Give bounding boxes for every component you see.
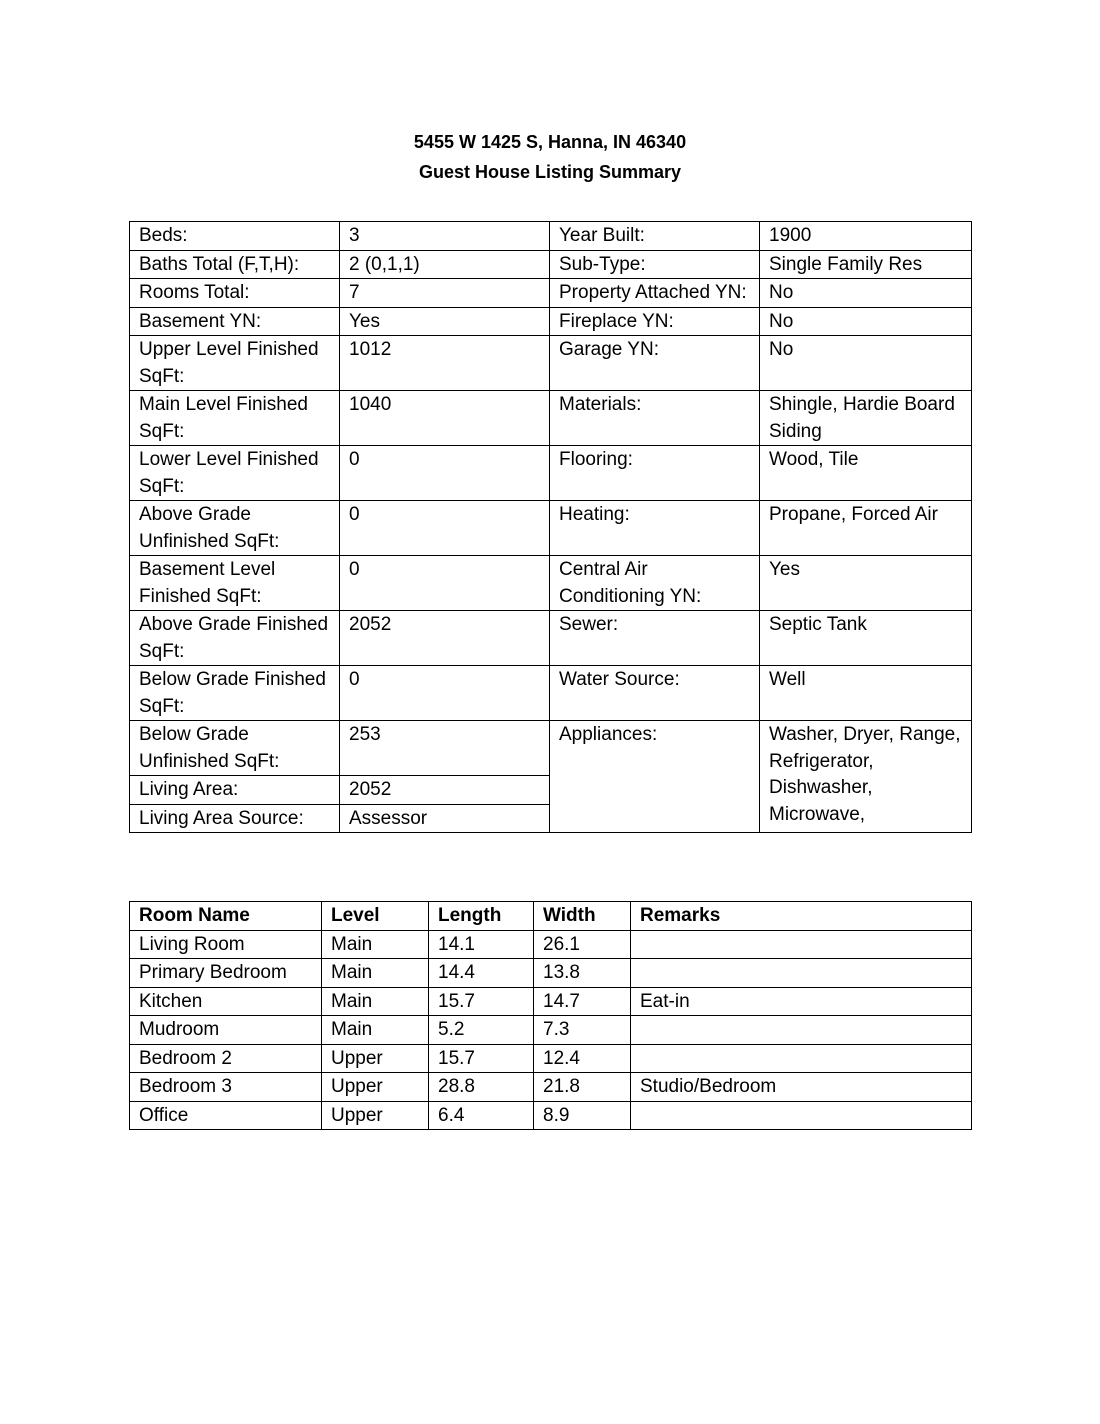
field-value: 2052 [340, 776, 550, 805]
field-value: 253 [340, 721, 550, 776]
table-cell: 7.3 [534, 1016, 631, 1045]
field-value: Washer, Dryer, Range, Refrigerator, Dishwasher, Microwave, [760, 721, 972, 833]
field-value: Single Family Res [760, 250, 972, 279]
table-cell: Main [322, 959, 429, 988]
field-label: Basement YN: [130, 307, 340, 336]
field-value: Septic Tank [760, 611, 972, 666]
table-cell: 21.8 [534, 1073, 631, 1102]
table-cell: 12.4 [534, 1044, 631, 1073]
table-cell [631, 1016, 972, 1045]
field-value: 0 [340, 556, 550, 611]
rooms-table [129, 901, 972, 1130]
field-label: Beds: [130, 222, 340, 251]
table-cell: Main [322, 1016, 429, 1045]
field-label: Year Built: [550, 222, 760, 251]
details-row [130, 611, 972, 666]
rooms-header-row [130, 902, 972, 931]
field-value: Assessor [340, 804, 550, 833]
table-cell: Main [322, 987, 429, 1016]
field-label: Garage YN: [550, 336, 760, 391]
field-label: Living Area Source: [130, 804, 340, 833]
field-value: 0 [340, 501, 550, 556]
field-value: No [760, 307, 972, 336]
field-value: 0 [340, 666, 550, 721]
field-label: Property Attached YN: [550, 279, 760, 308]
column-header: Remarks [631, 902, 972, 931]
field-label: Living Area: [130, 776, 340, 805]
field-label: Sub-Type: [550, 250, 760, 279]
table-row [130, 959, 972, 988]
table-row [130, 987, 972, 1016]
table-row [130, 1073, 972, 1102]
field-label: Above Grade Finished SqFt: [130, 611, 340, 666]
field-label: Main Level Finished SqFt: [130, 391, 340, 446]
field-label: Lower Level Finished SqFt: [130, 446, 340, 501]
table-cell: Upper [322, 1073, 429, 1102]
table-cell: 14.4 [429, 959, 534, 988]
details-row [130, 501, 972, 556]
details-row [130, 446, 972, 501]
page-subtitle: Guest House Listing Summary [418, 162, 682, 182]
table-row [130, 1101, 972, 1130]
field-label: Rooms Total: [130, 279, 340, 308]
table-cell: 6.4 [429, 1101, 534, 1130]
field-label: Baths Total (F,T,H): [130, 250, 340, 279]
details-row [130, 721, 972, 776]
table-cell: Studio/Bedroom [631, 1073, 972, 1102]
table-cell [631, 1044, 972, 1073]
table-row [130, 1016, 972, 1045]
details-row [130, 279, 972, 308]
table-cell: Primary Bedroom [130, 959, 322, 988]
field-label: Central Air Conditioning YN: [550, 556, 760, 611]
details-table [129, 221, 972, 833]
table-cell: 14.1 [429, 930, 534, 959]
table-cell [631, 959, 972, 988]
table-cell: 14.7 [534, 987, 631, 1016]
table-cell: Kitchen [130, 987, 322, 1016]
field-value: 2 (0,1,1) [340, 250, 550, 279]
details-row [130, 307, 972, 336]
details-row [130, 391, 972, 446]
table-cell [631, 1101, 972, 1130]
field-label: Above Grade Unfinished SqFt: [130, 501, 340, 556]
field-value: Well [760, 666, 972, 721]
field-value: 1900 [760, 222, 972, 251]
table-cell: 15.7 [429, 987, 534, 1016]
table-row [130, 1044, 972, 1073]
details-row [130, 666, 972, 721]
field-label: Below Grade Finished SqFt: [130, 666, 340, 721]
field-label: Water Source: [550, 666, 760, 721]
field-label: Fireplace YN: [550, 307, 760, 336]
field-value: 3 [340, 222, 550, 251]
field-label: Flooring: [550, 446, 760, 501]
details-row [130, 222, 972, 251]
table-cell: Bedroom 3 [130, 1073, 322, 1102]
table-cell: 13.8 [534, 959, 631, 988]
column-header: Length [429, 902, 534, 931]
field-value: No [760, 336, 972, 391]
table-cell: 15.7 [429, 1044, 534, 1073]
field-label: Heating: [550, 501, 760, 556]
field-label: Materials: [550, 391, 760, 446]
field-value: 0 [340, 446, 550, 501]
table-cell: Main [322, 930, 429, 959]
table-row [130, 930, 972, 959]
field-value: No [760, 279, 972, 308]
table-cell: Living Room [130, 930, 322, 959]
field-value: Yes [760, 556, 972, 611]
field-value: Propane, Forced Air [760, 501, 972, 556]
field-label: Sewer: [550, 611, 760, 666]
table-cell: Office [130, 1101, 322, 1130]
field-value: 1012 [340, 336, 550, 391]
table-cell: Bedroom 2 [130, 1044, 322, 1073]
field-value: Shingle, Hardie Board Siding [760, 391, 972, 446]
table-cell: 5.2 [429, 1016, 534, 1045]
details-row [130, 556, 972, 611]
page-title: 5455 W 1425 S, Hanna, IN 46340 [413, 132, 687, 152]
table-cell: 28.8 [429, 1073, 534, 1102]
table-cell: Eat-in [631, 987, 972, 1016]
field-label: Appliances: [550, 721, 760, 833]
field-label: Basement Level Finished SqFt: [130, 556, 340, 611]
table-cell: Upper [322, 1044, 429, 1073]
table-cell: Upper [322, 1101, 429, 1130]
field-label: Below Grade Unfinished SqFt: [130, 721, 340, 776]
column-header: Width [534, 902, 631, 931]
field-label: Upper Level Finished SqFt: [130, 336, 340, 391]
table-cell [631, 930, 972, 959]
details-row [130, 336, 972, 391]
field-value: 7 [340, 279, 550, 308]
field-value: Wood, Tile [760, 446, 972, 501]
field-value: 2052 [340, 611, 550, 666]
field-value: 1040 [340, 391, 550, 446]
table-cell: 26.1 [534, 930, 631, 959]
column-header: Level [322, 902, 429, 931]
column-header: Room Name [130, 902, 322, 931]
field-value: Yes [340, 307, 550, 336]
details-row [130, 250, 972, 279]
table-cell: Mudroom [130, 1016, 322, 1045]
table-cell: 8.9 [534, 1101, 631, 1130]
